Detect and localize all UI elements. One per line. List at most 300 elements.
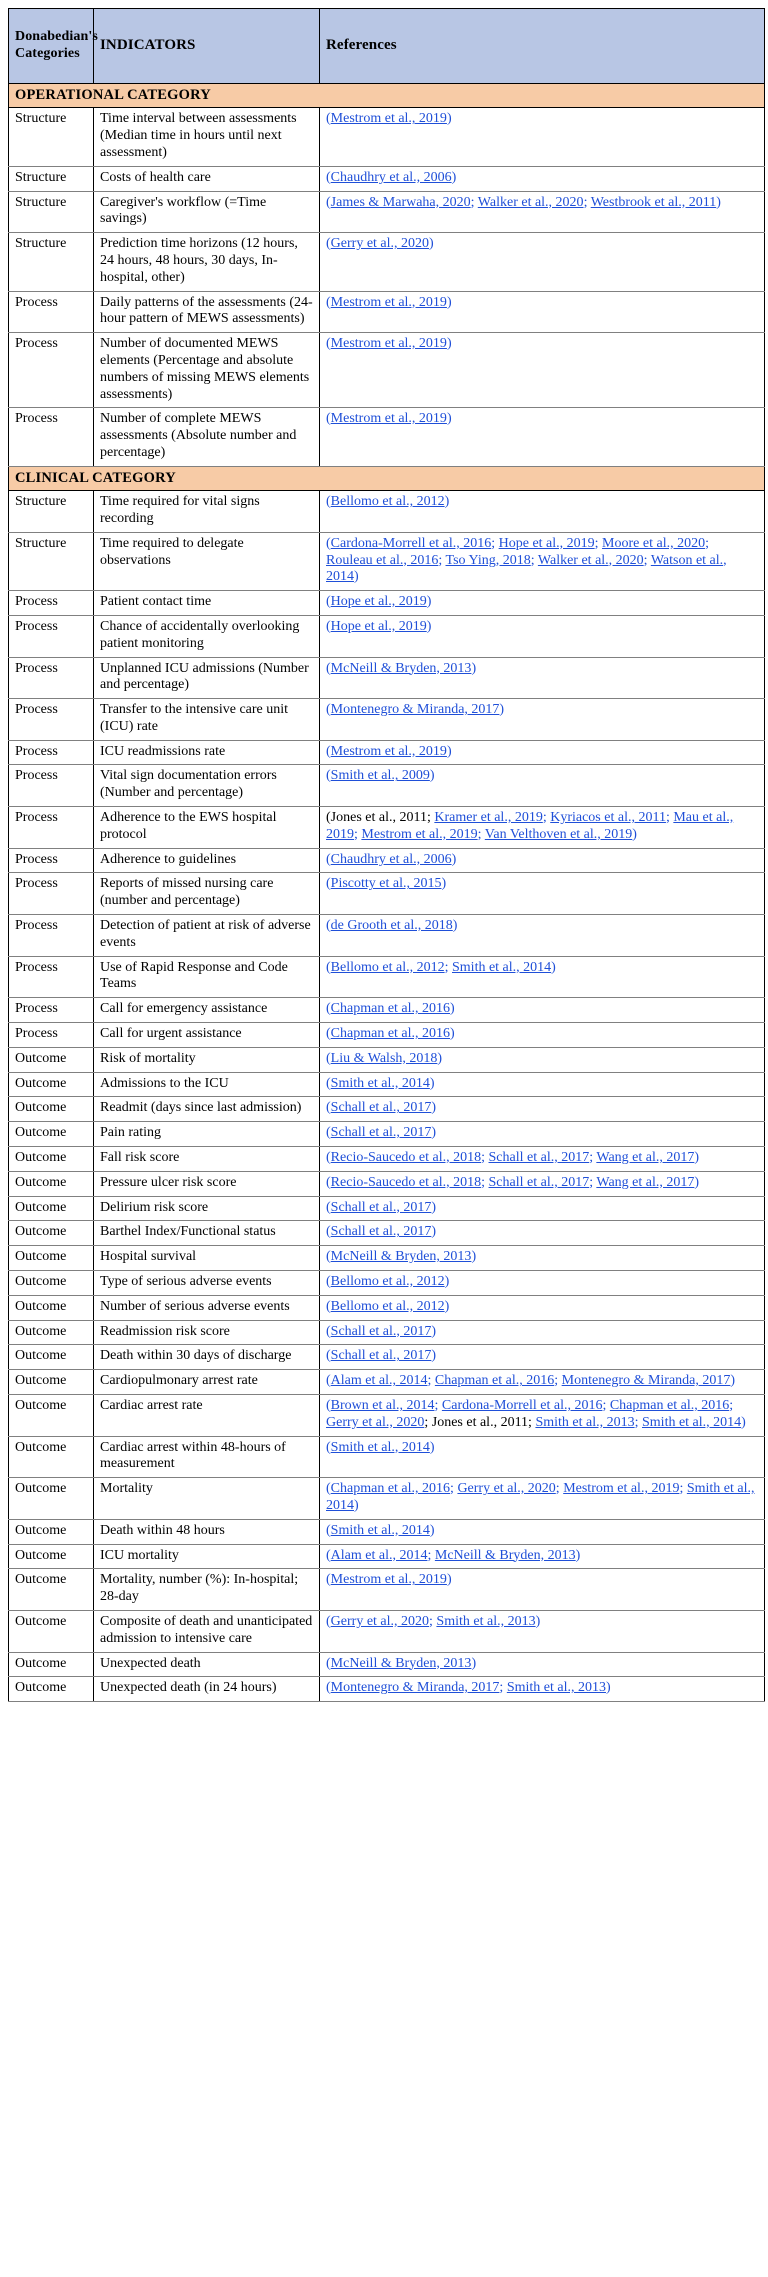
table-body: [9, 84, 765, 1702]
reference-punctuation: ;: [643, 552, 651, 568]
table-row: [9, 491, 765, 533]
cell-category: Structure: [9, 166, 94, 191]
cell-references: [320, 1519, 765, 1544]
cell-indicator: Risk of mortality: [94, 1047, 320, 1072]
cell-references: [320, 1047, 765, 1072]
reference-link[interactable]: Mestrom et al., 2019: [361, 826, 478, 842]
reference-link[interactable]: McNeill & Bryden, 2013: [330, 1249, 472, 1265]
section-header-row: [9, 84, 765, 108]
reference-punctuation: ): [444, 1298, 450, 1314]
reference-link[interactable]: Schall et al., 2017: [330, 1348, 432, 1364]
reference-link[interactable]: Chapman et al., 2016: [434, 1373, 555, 1389]
cell-indicator: Barthel Index/Functional status: [94, 1221, 320, 1246]
cell-indicator: Time required for vital signs recording: [94, 491, 320, 533]
cell-references: [320, 1569, 765, 1611]
reference-link[interactable]: Chapman et al., 2016: [330, 1026, 451, 1042]
reference-punctuation: (: [326, 1547, 331, 1563]
reference-punctuation: (: [326, 111, 331, 127]
cell-category: Outcome: [9, 1610, 94, 1652]
reference-link[interactable]: Smith et al., 2009: [330, 768, 430, 784]
cell-references: [320, 1072, 765, 1097]
cell-references: [320, 408, 765, 466]
table-row: [9, 1047, 765, 1072]
cell-references: [320, 807, 765, 849]
reference-link[interactable]: Smith et al., 2014: [330, 1075, 430, 1091]
reference-punctuation: ;: [679, 1481, 687, 1497]
reference-link[interactable]: Smith et al., 2014: [330, 1522, 430, 1538]
reference-punctuation: ;: [729, 1398, 734, 1413]
reference-link[interactable]: Gerry et al., 2020: [330, 236, 430, 252]
cell-category: Process: [9, 291, 94, 333]
reference-link[interactable]: Bellomo et al., 2012: [330, 959, 445, 975]
reference-punctuation: (: [326, 660, 331, 676]
reference-punctuation: ): [431, 1125, 437, 1141]
cell-references: [320, 1271, 765, 1296]
cell-indicator: Adherence to guidelines: [94, 848, 320, 873]
reference-punctuation: (: [326, 851, 331, 867]
table-row: [9, 1122, 765, 1147]
table-row: [9, 166, 765, 191]
cell-references: [320, 765, 765, 807]
reference-link[interactable]: McNeill & Bryden, 2013: [434, 1547, 576, 1563]
cell-category: Structure: [9, 233, 94, 291]
reference-punctuation: (: [326, 1050, 331, 1066]
reference-link[interactable]: Kyriacos et al., 2011: [550, 810, 666, 826]
cell-category: Structure: [9, 108, 94, 166]
reference-link[interactable]: Mestrom et al., 2019: [330, 111, 447, 127]
reference-punctuation: (: [326, 294, 331, 310]
cell-references: [320, 108, 765, 166]
reference-link[interactable]: Smith et al., 2013: [436, 1613, 536, 1629]
reference-link[interactable]: Schall et al., 2017: [488, 1174, 590, 1190]
reference-punctuation: (: [326, 194, 331, 210]
table-row: [9, 108, 765, 166]
table-row: [9, 740, 765, 765]
reference-link[interactable]: Bellomo et al., 2012: [330, 494, 445, 510]
reference-punctuation: ;: [583, 194, 591, 210]
reference-punctuation: ;: [499, 1680, 507, 1696]
reference-punctuation: (: [326, 1373, 331, 1389]
reference-link[interactable]: Tso Ying, 2018: [445, 552, 531, 568]
cell-category: Process: [9, 956, 94, 998]
cell-references: [320, 1246, 765, 1271]
table-row: [9, 1147, 765, 1172]
cell-indicator: Type of serious adverse events: [94, 1271, 320, 1296]
reference-punctuation: (: [326, 876, 331, 892]
cell-references: [320, 166, 765, 191]
reference-punctuation: (: [326, 702, 331, 718]
reference-link[interactable]: Hope et al., 2019: [330, 594, 427, 610]
table-row: [9, 1295, 765, 1320]
reference-link[interactable]: Hope et al., 2019: [330, 618, 427, 634]
reference-punctuation: ): [446, 111, 452, 127]
reference-punctuation: (: [326, 918, 331, 934]
cell-indicator: Chance of accidentally overlooking patient monitoring: [94, 615, 320, 657]
cell-references: [320, 1320, 765, 1345]
reference-link[interactable]: Mestrom et al., 2019: [563, 1481, 680, 1497]
reference-punctuation: ): [354, 1497, 359, 1513]
reference-link[interactable]: Bellomo et al., 2012: [330, 1274, 445, 1290]
reference-link[interactable]: Watson et al., 2014: [326, 552, 727, 585]
reference-link[interactable]: Schall et al., 2017: [330, 1199, 432, 1215]
table-row: [9, 807, 765, 849]
cell-indicator: Cardiac arrest within 48-hours of measurement: [94, 1436, 320, 1478]
reference-link[interactable]: Mestrom et al., 2019: [330, 1572, 447, 1588]
table-row: [9, 532, 765, 590]
cell-indicator: Call for urgent assistance: [94, 1023, 320, 1048]
table-row: [9, 1171, 765, 1196]
reference-link[interactable]: Mestrom et al., 2019: [330, 411, 447, 427]
reference-link[interactable]: Montenegro & Miranda, 2017: [330, 1680, 500, 1696]
reference-link[interactable]: Smith et al., 2014: [326, 1481, 755, 1513]
reference-punctuation: (: [326, 618, 331, 634]
reference-punctuation: ): [575, 1547, 581, 1563]
cell-indicator: Use of Rapid Response and Code Teams: [94, 956, 320, 998]
reference-punctuation: ;: [530, 552, 538, 568]
table-row: [9, 291, 765, 333]
reference-link[interactable]: Chaudhry et al., 2006: [330, 851, 452, 867]
cell-indicator: Caregiver's workflow (=Time savings): [94, 191, 320, 233]
reference-punctuation: ): [452, 918, 458, 934]
reference-punctuation: ): [716, 194, 721, 210]
cell-indicator: Admissions to the ICU: [94, 1072, 320, 1097]
column-header-category: Donabedian's Categories: [9, 9, 94, 84]
cell-category: Outcome: [9, 1569, 94, 1611]
cell-indicator: Time required to delegate observations: [94, 532, 320, 590]
cell-references: [320, 591, 765, 616]
reference-link[interactable]: Kramer et al., 2019: [434, 810, 543, 826]
cell-indicator: Cardiac arrest rate: [94, 1395, 320, 1437]
reference-link[interactable]: Chapman et al., 2016: [330, 1001, 451, 1017]
table-row: [9, 956, 765, 998]
cell-references: [320, 1652, 765, 1677]
cell-category: Outcome: [9, 1519, 94, 1544]
reference-punctuation: ;: [429, 1613, 437, 1629]
table-row: [9, 191, 765, 233]
cell-references: [320, 1395, 765, 1437]
reference-punctuation: (: [326, 1174, 331, 1190]
cell-category: Outcome: [9, 1097, 94, 1122]
reference-punctuation: ): [450, 1026, 455, 1042]
reference-link[interactable]: Van Velthoven et al., 2019: [484, 826, 633, 842]
reference-punctuation: (: [326, 1298, 331, 1314]
reference-punctuation: ): [429, 1439, 435, 1455]
cell-indicator: Call for emergency assistance: [94, 998, 320, 1023]
table-row: [9, 1320, 765, 1345]
cell-references: [320, 657, 765, 699]
reference-punctuation: ;: [354, 826, 362, 842]
reference-link[interactable]: Smith et al., 2014: [642, 1414, 742, 1430]
table-row: [9, 408, 765, 466]
reference-link[interactable]: Walker et al., 2020: [537, 552, 644, 568]
table-row: [9, 1569, 765, 1611]
cell-category: Outcome: [9, 1271, 94, 1296]
indicator-table: [8, 8, 765, 1702]
reference-punctuation: (: [326, 1572, 331, 1588]
reference-link[interactable]: Montenegro & Miranda, 2017: [330, 702, 500, 718]
reference-link[interactable]: de Grooth et al., 2018: [330, 918, 453, 934]
cell-category: Outcome: [9, 1652, 94, 1677]
reference-punctuation: (: [326, 336, 331, 352]
reference-link[interactable]: Mestrom et al., 2019: [330, 336, 447, 352]
cell-references: [320, 291, 765, 333]
reference-punctuation: (: [326, 1655, 331, 1671]
cell-indicator: Transfer to the intensive care unit (ICU) rate: [94, 699, 320, 741]
reference-text: (Jones et al., 2011;: [326, 810, 435, 826]
reference-link[interactable]: Gerry et al., 2020: [326, 1414, 425, 1430]
section-header-row: [9, 466, 765, 490]
reference-punctuation: (: [326, 1348, 331, 1364]
reference-punctuation: ): [444, 494, 450, 510]
reference-link[interactable]: Mau et al., 2019: [326, 810, 734, 842]
reference-link[interactable]: Recio-Saucedo et al., 2018: [330, 1150, 482, 1166]
reference-link[interactable]: Westbrook et al., 2011: [590, 194, 717, 210]
cell-references: [320, 1023, 765, 1048]
cell-category: Outcome: [9, 1171, 94, 1196]
reference-punctuation: ): [429, 236, 434, 252]
reference-punctuation: ): [446, 743, 452, 759]
reference-link[interactable]: Smith et al., 2013: [506, 1680, 606, 1696]
table-row: [9, 657, 765, 699]
reference-punctuation: ;: [427, 1373, 435, 1389]
cell-indicator: Death within 30 days of discharge: [94, 1345, 320, 1370]
cell-references: [320, 1295, 765, 1320]
reference-punctuation: (: [326, 1125, 331, 1141]
reference-punctuation: ): [605, 1680, 611, 1696]
reference-link[interactable]: Chaudhry et al., 2006: [330, 169, 452, 185]
reference-punctuation: (: [326, 1224, 331, 1240]
table-row: [9, 333, 765, 408]
cell-references: [320, 1677, 765, 1702]
cell-indicator: Hospital survival: [94, 1246, 320, 1271]
cell-references: [320, 915, 765, 957]
cell-references: [320, 1544, 765, 1569]
reference-punctuation: (: [326, 494, 331, 510]
cell-references: [320, 1436, 765, 1478]
cell-category: Structure: [9, 491, 94, 533]
cell-references: [320, 740, 765, 765]
reference-punctuation: ): [451, 851, 457, 867]
cell-references: [320, 1478, 765, 1520]
cell-indicator: Death within 48 hours: [94, 1519, 320, 1544]
column-header-references: References: [320, 9, 765, 84]
reference-link[interactable]: Bellomo et al., 2012: [330, 1298, 445, 1314]
reference-punctuation: ): [429, 768, 435, 784]
cell-indicator: ICU mortality: [94, 1544, 320, 1569]
reference-link[interactable]: Piscotty et al., 2015: [330, 876, 442, 892]
cell-category: Process: [9, 740, 94, 765]
cell-references: [320, 1097, 765, 1122]
cell-indicator: Composite of death and unanticipated admission to intensive care: [94, 1610, 320, 1652]
reference-punctuation: ;: [665, 810, 674, 826]
reference-link[interactable]: Alam et al., 2014: [330, 1547, 428, 1563]
reference-punctuation: (: [326, 1439, 331, 1455]
reference-punctuation: (: [326, 169, 331, 185]
table-row: [9, 765, 765, 807]
reference-punctuation: ): [450, 1001, 455, 1017]
cell-category: Outcome: [9, 1345, 94, 1370]
cell-indicator: Unplanned ICU admissions (Number and percentage): [94, 657, 320, 699]
reference-punctuation: (: [326, 1001, 331, 1017]
reference-link[interactable]: Schall et al., 2017: [330, 1224, 432, 1240]
cell-indicator: Patient contact time: [94, 591, 320, 616]
reference-link[interactable]: Wang et al., 2017: [596, 1150, 695, 1166]
column-header-indicators: INDICATORS: [94, 9, 320, 84]
reference-punctuation: (: [326, 768, 331, 784]
reference-punctuation: (: [326, 1150, 331, 1166]
reference-link[interactable]: Mestrom et al., 2019: [330, 294, 447, 310]
cell-category: Process: [9, 615, 94, 657]
cell-indicator: Daily patterns of the assessments (24-hour pattern of MEWS assessments): [94, 291, 320, 333]
cell-category: Process: [9, 873, 94, 915]
reference-link[interactable]: Schall et al., 2017: [330, 1125, 432, 1141]
reference-punctuation: ;: [542, 810, 551, 826]
reference-punctuation: (: [326, 1026, 331, 1042]
cell-indicator: Mortality: [94, 1478, 320, 1520]
reference-link[interactable]: Chapman et al., 2016: [609, 1398, 730, 1413]
reference-punctuation: ): [429, 1075, 435, 1091]
cell-category: Process: [9, 765, 94, 807]
cell-category: Outcome: [9, 1395, 94, 1437]
cell-indicator: Unexpected death (in 24 hours): [94, 1677, 320, 1702]
reference-punctuation: ): [694, 1174, 700, 1190]
reference-link[interactable]: Rouleau et al., 2016: [326, 552, 439, 568]
reference-link[interactable]: Alam et al., 2014: [330, 1373, 428, 1389]
reference-punctuation: ): [426, 594, 432, 610]
reference-punctuation: ): [551, 959, 556, 975]
reference-link[interactable]: Walker et al., 2020: [477, 194, 584, 210]
reference-link[interactable]: James & Marwaha, 2020: [330, 194, 471, 210]
reference-punctuation: ;: [450, 1481, 458, 1497]
reference-punctuation: ): [429, 1522, 435, 1538]
cell-references: [320, 233, 765, 291]
table-row: [9, 1544, 765, 1569]
cell-category: Outcome: [9, 1072, 94, 1097]
reference-punctuation: ;: [434, 1398, 442, 1413]
reference-link[interactable]: Cardona-Morrell et al., 2016: [330, 535, 492, 551]
cell-references: [320, 491, 765, 533]
cell-indicator: Costs of health care: [94, 166, 320, 191]
reference-punctuation: ): [446, 294, 452, 310]
cell-references: [320, 1196, 765, 1221]
cell-indicator: Number of documented MEWS elements (Percentage and absolute numbers of missing MEWS elements assessments): [94, 333, 320, 408]
table-row: [9, 233, 765, 291]
reference-punctuation: ;: [594, 535, 603, 551]
cell-indicator: Vital sign documentation errors (Number and percentage): [94, 765, 320, 807]
table-row: [9, 615, 765, 657]
cell-indicator: Reports of missed nursing care (number and percentage): [94, 873, 320, 915]
reference-link[interactable]: Gerry et al., 2020: [330, 1613, 430, 1629]
reference-punctuation: (: [326, 1680, 331, 1696]
reference-punctuation: ): [444, 1274, 450, 1290]
reference-link[interactable]: McNeill & Bryden, 2013: [330, 660, 472, 676]
cell-category: Outcome: [9, 1196, 94, 1221]
table-row: [9, 1271, 765, 1296]
cell-category: Process: [9, 998, 94, 1023]
reference-link[interactable]: Smith et al., 2013: [535, 1414, 635, 1430]
reference-punctuation: (: [326, 1199, 331, 1215]
reference-link[interactable]: Cardona-Morrell et al., 2016: [441, 1398, 603, 1413]
reference-punctuation: ): [471, 660, 477, 676]
cell-indicator: Pain rating: [94, 1122, 320, 1147]
table-row: [9, 1072, 765, 1097]
cell-category: Outcome: [9, 1677, 94, 1702]
cell-references: [320, 699, 765, 741]
reference-punctuation: ): [451, 169, 457, 185]
cell-category: Outcome: [9, 1478, 94, 1520]
reference-punctuation: ;: [554, 1373, 562, 1389]
reference-link[interactable]: Wang et al., 2017: [596, 1174, 695, 1190]
reference-link[interactable]: Brown et al., 2014: [330, 1398, 435, 1413]
cell-category: Process: [9, 591, 94, 616]
reference-punctuation: (: [326, 1522, 331, 1538]
reference-punctuation: ;: [438, 552, 446, 568]
reference-punctuation: (: [326, 535, 331, 551]
cell-category: Process: [9, 657, 94, 699]
cell-category: Outcome: [9, 1370, 94, 1395]
reference-link[interactable]: Smith et al., 2014: [452, 959, 552, 975]
table-row: [9, 1652, 765, 1677]
cell-category: Process: [9, 408, 94, 466]
reference-punctuation: (: [326, 1613, 331, 1629]
reference-punctuation: ): [471, 1655, 477, 1671]
cell-references: [320, 333, 765, 408]
cell-references: [320, 191, 765, 233]
reference-link[interactable]: Montenegro & Miranda, 2017: [561, 1373, 731, 1389]
reference-link[interactable]: Smith et al., 2014: [330, 1439, 430, 1455]
reference-link[interactable]: Mestrom et al., 2019: [330, 743, 447, 759]
reference-link[interactable]: Schall et al., 2017: [488, 1150, 590, 1166]
reference-link[interactable]: Schall et al., 2017: [330, 1323, 432, 1339]
cell-indicator: Prediction time horizons (12 hours, 24 hours, 48 hours, 30 days, In-hospital, other): [94, 233, 320, 291]
reference-punctuation: ): [446, 1572, 452, 1588]
reference-punctuation: ): [471, 1249, 477, 1265]
reference-punctuation: ;: [705, 535, 709, 551]
reference-punctuation: (: [326, 1398, 331, 1413]
reference-link[interactable]: Schall et al., 2017: [330, 1100, 432, 1116]
table-row: [9, 1436, 765, 1478]
reference-punctuation: ): [446, 411, 452, 427]
reference-punctuation: (: [326, 1075, 331, 1091]
cell-indicator: Readmission risk score: [94, 1320, 320, 1345]
reference-link[interactable]: Recio-Saucedo et al., 2018: [330, 1174, 482, 1190]
reference-link[interactable]: Chapman et al., 2016: [330, 1481, 451, 1497]
cell-indicator: Number of complete MEWS assessments (Absolute number and percentage): [94, 408, 320, 466]
reference-text: ; Jones et al., 2011;: [424, 1414, 536, 1430]
cell-indicator: Fall risk score: [94, 1147, 320, 1172]
reference-punctuation: ;: [634, 1414, 642, 1430]
table-header-row: [9, 9, 765, 84]
reference-punctuation: ): [431, 1348, 437, 1364]
reference-punctuation: ): [437, 1050, 443, 1066]
reference-punctuation: (: [326, 1481, 331, 1497]
cell-category: Process: [9, 915, 94, 957]
reference-link[interactable]: Hope et al., 2019: [498, 535, 595, 551]
reference-link[interactable]: Liu & Walsh, 2018: [330, 1050, 438, 1066]
cell-indicator: Pressure ulcer risk score: [94, 1171, 320, 1196]
reference-link[interactable]: McNeill & Bryden, 2013: [330, 1655, 472, 1671]
reference-punctuation: ): [694, 1150, 700, 1166]
cell-category: Outcome: [9, 1047, 94, 1072]
cell-category: Structure: [9, 191, 94, 233]
cell-references: [320, 615, 765, 657]
reference-link[interactable]: Moore et al., 2020: [602, 535, 706, 551]
cell-indicator: Cardiopulmonary arrest rate: [94, 1370, 320, 1395]
cell-indicator: Delirium risk score: [94, 1196, 320, 1221]
table-row: [9, 1246, 765, 1271]
cell-references: [320, 1610, 765, 1652]
reference-link[interactable]: Gerry et al., 2020: [457, 1481, 556, 1497]
